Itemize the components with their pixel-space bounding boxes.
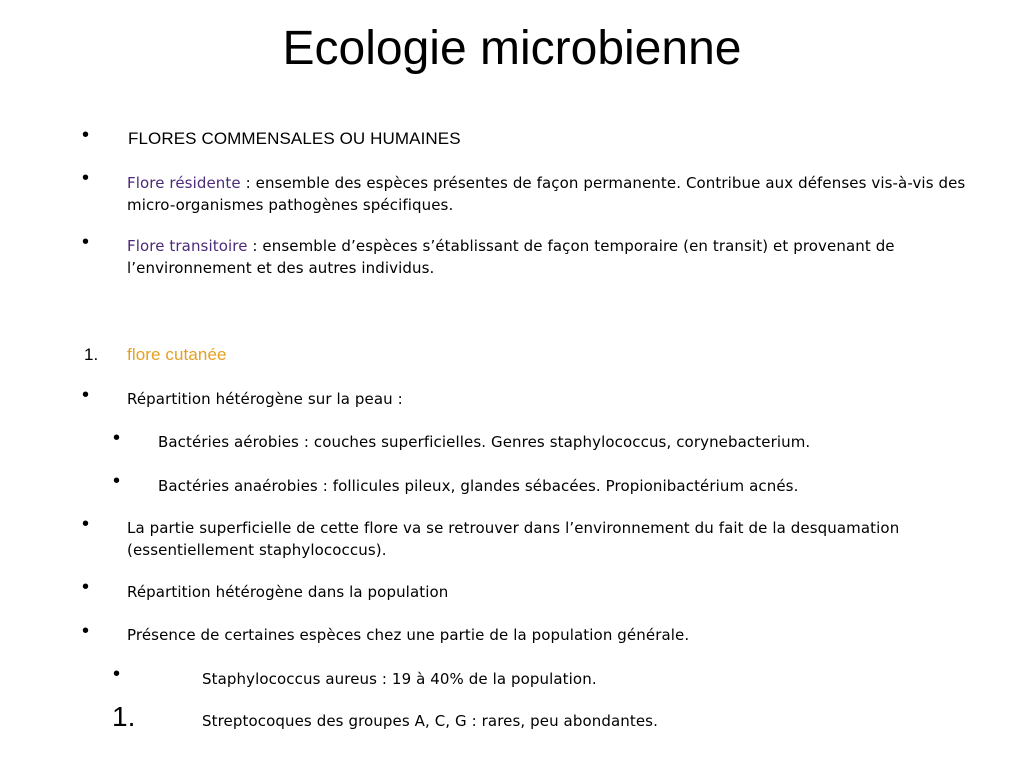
resident-paragraph [127,172,1007,216]
resident-line-2: micro-organismes pathogènes spécifiques. [127,196,454,214]
section-number: 1. [84,345,99,364]
staph-text: Staphylococcus aureus : 19 à 40% de la population. [202,670,597,688]
resident-line-1 [127,172,1007,194]
bullet-dot-icon: • [113,427,121,449]
desquamation-paragraph [127,517,1007,561]
strepto-text: Streptocoques des groupes A, C, G : rares, peu abondantes. [202,712,658,730]
repartition-peau: Répartition hétérogène sur la peau : [127,390,403,408]
bullet-dot-icon: • [82,167,90,189]
transit-rest: : ensemble d’espèces s’établissant de façon temporaire (en transit) et provenant de [247,237,895,255]
desquamation-line-1: La partie superficielle de cette flore va se retrouver dans l’environnement du fait de la desquamation [127,519,900,537]
section-title: flore cutanée [127,345,227,364]
slide-title: Ecologie microbienne [282,22,742,75]
bullet-dot-icon: • [82,384,90,406]
repartition-population: Répartition hétérogène dans la population [127,583,449,601]
transit-line-1 [127,235,1007,257]
transit-line-2: l’environnement et des autres individus. [127,259,435,277]
bullet-dot-icon: • [82,620,90,642]
bullet-dot-icon: • [82,513,90,535]
aerobies-text: Bactéries aérobies : couches superficielles. Genres staphylococcus, corynebacterium. [158,433,811,451]
list-number: 1. [112,701,136,732]
heading-flores: FLORES COMMENSALES OU HUMAINES [128,129,461,148]
bullet-dot-icon: • [82,231,90,253]
bullet-dot-icon: • [82,124,90,146]
transit-term: Flore transitoire [127,237,248,255]
resident-term: Flore résidente [127,174,241,192]
bullet-dot-icon: • [113,663,121,685]
bullet-dot-icon: • [113,470,121,492]
transit-paragraph [127,235,1007,279]
presence-text: Présence de certaines espèces chez une partie de la population générale. [127,626,690,644]
desquamation-line-2: (essentiellement staphylococcus). [127,541,387,559]
resident-rest: : ensemble des espèces présentes de façon permanente. Contribue aux défenses vis-à-vis des [240,174,966,192]
anaerobies-text: Bactéries anaérobies : follicules pileux, glandes sébacées. Propionibactérium acnés. [158,477,799,495]
bullet-dot-icon: • [82,576,90,598]
